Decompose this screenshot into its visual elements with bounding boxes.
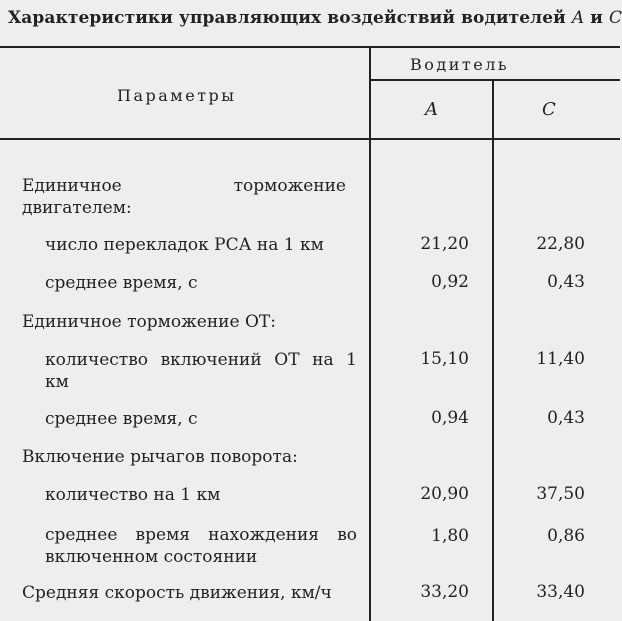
group-engine-braking: Единичное торможение двигателем: — [22, 176, 346, 218]
header-bottom-rule — [0, 138, 620, 140]
row-label: количество на 1 км — [45, 485, 221, 505]
cell-a: 0,94 — [431, 408, 469, 428]
column-header-c: C — [542, 99, 556, 120]
column-divider-drivers — [492, 80, 494, 621]
column-header-a: A — [425, 99, 438, 120]
top-rule — [0, 46, 620, 48]
row-label: количество включений ОТ на 1 км — [45, 350, 357, 392]
cell-c: 33,40 — [536, 582, 585, 602]
row-label: среднее время нахождения во включенном состоянии — [45, 525, 357, 567]
cell-c: 22,80 — [536, 234, 585, 254]
table-title — [8, 8, 622, 28]
cell-a: 0,92 — [431, 272, 469, 292]
table-title-main: Характеристики управляющих воздействий водителей — [8, 8, 566, 28]
driver-group-header: Водитель — [410, 55, 510, 74]
params-header: Параметры — [117, 86, 237, 105]
cell-a: 21,20 — [420, 234, 469, 254]
driver-group-rule — [369, 79, 620, 81]
cell-a: 20,90 — [420, 484, 469, 504]
cell-a: 33,20 — [420, 582, 469, 602]
cell-a: 1,80 — [431, 526, 469, 546]
cell-a: 15,10 — [420, 349, 469, 369]
row-label: среднее время, с — [45, 273, 198, 293]
column-divider-params — [369, 47, 371, 621]
row-label: среднее время, с — [45, 409, 198, 429]
cell-c: 11,40 — [536, 349, 585, 369]
cell-c: 0,43 — [547, 272, 585, 292]
cell-c: 37,50 — [536, 484, 585, 504]
cell-c: 0,86 — [547, 526, 585, 546]
cell-c: 0,43 — [547, 408, 585, 428]
table-title-and: и — [590, 8, 604, 28]
table-title-driver-a: A — [571, 8, 585, 28]
group-steering-levers: Включение рычагов поворота: — [22, 447, 298, 467]
table-title-driver-c: C — [609, 8, 622, 28]
row-label-average-speed: Средняя скорость движения, км/ч — [22, 583, 332, 603]
group-service-brake: Единичное торможение ОТ: — [22, 312, 276, 332]
row-label: число перекладок РСА на 1 км — [45, 235, 324, 255]
